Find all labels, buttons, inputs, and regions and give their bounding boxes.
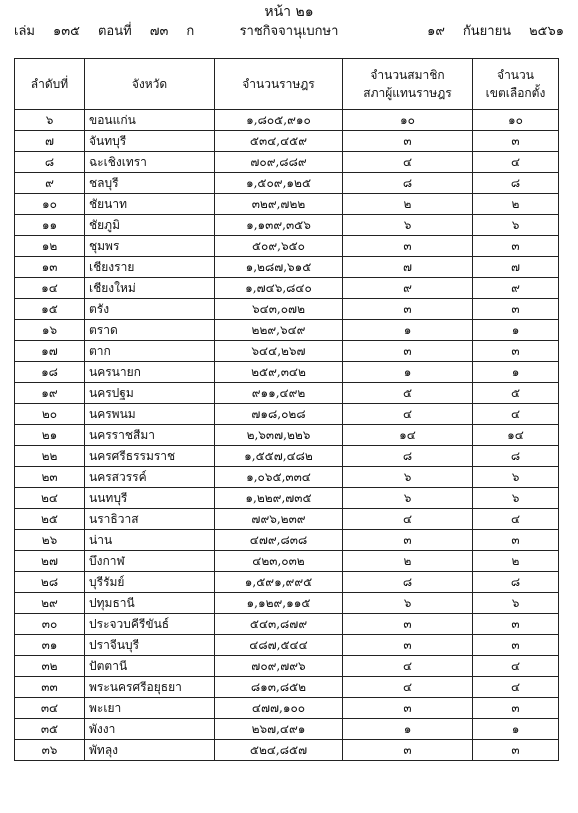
cell-population: ๑,๐๖๕,๓๓๔: [215, 467, 343, 488]
cell-province: นครราชสีมา: [85, 425, 215, 446]
cell-members: ๔: [343, 677, 473, 698]
table-row: [15, 530, 559, 551]
table-row: [15, 446, 559, 467]
cell-districts: ๓: [473, 530, 559, 551]
cell-members: ๖: [343, 467, 473, 488]
cell-population: ๔๘๗,๕๔๔: [215, 635, 343, 656]
cell-no: ๘: [15, 152, 85, 173]
cell-province: พัทลุง: [85, 740, 215, 761]
table-row: [15, 425, 559, 446]
cell-districts: ๑: [473, 320, 559, 341]
column-header-members-line2: สภาผู้แทนราษฎร: [363, 86, 452, 100]
cell-no: ๒๑: [15, 425, 85, 446]
column-header-no: ลำดับที่: [15, 59, 85, 110]
cell-population: ๑,๑๒๙,๑๑๕: [215, 593, 343, 614]
cell-province: ประจวบคีรีขันธ์: [85, 614, 215, 635]
cell-province: นครนายก: [85, 362, 215, 383]
section-letter: ก: [186, 24, 195, 39]
cell-members: ๔: [343, 509, 473, 530]
cell-population: ๔๗๙,๘๓๘: [215, 530, 343, 551]
cell-no: ๓๔: [15, 698, 85, 719]
cell-members: ๘: [343, 446, 473, 467]
cell-no: ๙: [15, 173, 85, 194]
cell-districts: ๓: [473, 299, 559, 320]
cell-members: ๑: [343, 362, 473, 383]
cell-members: ๔: [343, 152, 473, 173]
table-row: [15, 299, 559, 320]
cell-province: บุรีรัมย์: [85, 572, 215, 593]
table-row: [15, 677, 559, 698]
cell-no: ๒๖: [15, 530, 85, 551]
cell-population: ๘๑๓,๘๕๒: [215, 677, 343, 698]
cell-members: ๙: [343, 278, 473, 299]
cell-members: ๕: [343, 383, 473, 404]
table-row: [15, 551, 559, 572]
cell-members: ๓: [343, 614, 473, 635]
cell-no: ๓๕: [15, 719, 85, 740]
cell-districts: ๓: [473, 740, 559, 761]
table-row: [15, 194, 559, 215]
table-row: [15, 740, 559, 761]
cell-province: บึงกาฬ: [85, 551, 215, 572]
cell-districts: ๖: [473, 488, 559, 509]
cell-districts: ๑: [473, 362, 559, 383]
cell-members: ๓: [343, 698, 473, 719]
cell-province: ชลบุรี: [85, 173, 215, 194]
column-header-members: [343, 59, 473, 110]
cell-province: นครสวรรค์: [85, 467, 215, 488]
cell-districts: ๓: [473, 614, 559, 635]
table-row: [15, 131, 559, 152]
cell-population: ๖๔๓,๐๗๒: [215, 299, 343, 320]
cell-population: ๑,๕๐๙,๑๒๕: [215, 173, 343, 194]
page-number-value: ๒๑: [295, 4, 314, 20]
cell-districts: ๑๐: [473, 110, 559, 131]
date-day: ๑๙: [427, 24, 445, 39]
table-row: [15, 278, 559, 299]
cell-no: ๒๙: [15, 593, 85, 614]
cell-districts: ๑: [473, 719, 559, 740]
cell-province: ตาก: [85, 341, 215, 362]
cell-population: ๑,๒๘๗,๖๑๕: [215, 257, 343, 278]
cell-districts: ๓: [473, 236, 559, 257]
volume-label: เล่ม: [14, 24, 35, 39]
table-row: [15, 509, 559, 530]
cell-population: ๒๕๙,๓๔๒: [215, 362, 343, 383]
cell-members: ๔: [343, 656, 473, 677]
cell-population: ๗๑๘,๐๒๘: [215, 404, 343, 425]
cell-population: ๑,๒๒๙,๗๓๕: [215, 488, 343, 509]
cell-districts: ๘: [473, 173, 559, 194]
cell-province: ปราจีนบุรี: [85, 635, 215, 656]
cell-no: ๑๘: [15, 362, 85, 383]
cell-province: ฉะเชิงเทรา: [85, 152, 215, 173]
cell-population: ๑,๘๐๕,๙๑๐: [215, 110, 343, 131]
cell-districts: ๒: [473, 194, 559, 215]
cell-districts: ๓: [473, 131, 559, 152]
province-representation-table: [14, 58, 559, 761]
cell-no: ๓๖: [15, 740, 85, 761]
cell-province: ตรัง: [85, 299, 215, 320]
cell-no: ๒๗: [15, 551, 85, 572]
publication-date: [427, 22, 564, 42]
cell-province: เชียงราย: [85, 257, 215, 278]
publication-name: ราชกิจจานุเบกษา: [239, 24, 339, 39]
cell-members: ๘: [343, 173, 473, 194]
cell-province: ชัยภูมิ: [85, 215, 215, 236]
cell-members: ๒: [343, 551, 473, 572]
table-body: [15, 110, 559, 761]
table-row: [15, 404, 559, 425]
cell-province: จันทบุรี: [85, 131, 215, 152]
cell-population: ๒,๖๓๗,๒๒๖: [215, 425, 343, 446]
table-row: [15, 341, 559, 362]
cell-province: ปัตตานี: [85, 656, 215, 677]
cell-population: ๒๒๙,๖๔๙: [215, 320, 343, 341]
cell-no: ๑๐: [15, 194, 85, 215]
table-row: [15, 635, 559, 656]
cell-no: ๓๒: [15, 656, 85, 677]
cell-no: ๒๕: [15, 509, 85, 530]
table-row: [15, 362, 559, 383]
cell-members: ๖: [343, 215, 473, 236]
cell-population: ๒๖๗,๔๙๑: [215, 719, 343, 740]
cell-province: พะเยา: [85, 698, 215, 719]
cell-province: ขอนแก่น: [85, 110, 215, 131]
cell-population: ๕๐๙,๖๕๐: [215, 236, 343, 257]
cell-population: ๗๐๙,๘๘๙: [215, 152, 343, 173]
cell-members: ๓: [343, 236, 473, 257]
cell-members: ๒: [343, 194, 473, 215]
date-month: กันยายน: [462, 24, 512, 39]
cell-districts: ๖: [473, 215, 559, 236]
cell-province: พังงา: [85, 719, 215, 740]
cell-members: ๔: [343, 404, 473, 425]
table-row: [15, 572, 559, 593]
cell-population: ๔๒๓,๐๓๒: [215, 551, 343, 572]
cell-members: ๗: [343, 257, 473, 278]
cell-population: ๑,๑๓๙,๓๕๖: [215, 215, 343, 236]
cell-province: นนทบุรี: [85, 488, 215, 509]
cell-population: ๗๙๖,๒๓๙: [215, 509, 343, 530]
table-row: [15, 173, 559, 194]
cell-province: นครศรีธรรมราช: [85, 446, 215, 467]
cell-districts: ๔: [473, 677, 559, 698]
cell-districts: ๔: [473, 656, 559, 677]
table-row: [15, 698, 559, 719]
cell-no: ๒๔: [15, 488, 85, 509]
cell-districts: ๙: [473, 278, 559, 299]
column-header-districts-line1: จำนวน: [497, 68, 534, 82]
page-number: [0, 3, 578, 21]
cell-no: ๑๔: [15, 278, 85, 299]
table-row: [15, 593, 559, 614]
cell-districts: ๓: [473, 341, 559, 362]
cell-members: ๓: [343, 341, 473, 362]
cell-population: ๕๒๔,๘๕๗: [215, 740, 343, 761]
cell-no: ๒๐: [15, 404, 85, 425]
cell-districts: ๔: [473, 404, 559, 425]
cell-members: ๖: [343, 488, 473, 509]
cell-no: ๑๓: [15, 257, 85, 278]
cell-districts: ๕: [473, 383, 559, 404]
page-label: หน้า: [264, 4, 292, 20]
column-header-population: จำนวนราษฎร: [215, 59, 343, 110]
cell-population: ๔๗๗,๑๐๐: [215, 698, 343, 719]
cell-population: ๖๔๔,๒๖๗: [215, 341, 343, 362]
cell-no: ๑๗: [15, 341, 85, 362]
cell-members: ๓: [343, 635, 473, 656]
cell-members: ๓: [343, 530, 473, 551]
cell-no: ๑๕: [15, 299, 85, 320]
cell-population: ๕๔๓,๘๗๙: [215, 614, 343, 635]
cell-districts: ๗: [473, 257, 559, 278]
cell-members: ๖: [343, 593, 473, 614]
cell-population: ๕๓๔,๔๕๙: [215, 131, 343, 152]
column-header-province: จังหวัด: [85, 59, 215, 110]
cell-no: ๓๓: [15, 677, 85, 698]
cell-districts: ๓: [473, 698, 559, 719]
section-label: ตอนที่: [97, 24, 132, 39]
cell-province: น่าน: [85, 530, 215, 551]
cell-province: นราธิวาส: [85, 509, 215, 530]
volume-number: ๑๓๕: [52, 24, 80, 39]
cell-population: ๑,๕๙๑,๙๙๕: [215, 572, 343, 593]
table-row: [15, 383, 559, 404]
gazette-header: [14, 22, 564, 42]
cell-no: ๗: [15, 131, 85, 152]
table-row: [15, 152, 559, 173]
table-row: [15, 719, 559, 740]
cell-no: ๓๐: [15, 614, 85, 635]
cell-population: ๗๐๙,๗๙๖: [215, 656, 343, 677]
cell-province: ปทุมธานี: [85, 593, 215, 614]
column-header-districts-line2: เขตเลือกตั้ง: [485, 86, 546, 100]
cell-no: ๖: [15, 110, 85, 131]
cell-no: ๑๒: [15, 236, 85, 257]
cell-members: ๓: [343, 299, 473, 320]
table-row: [15, 257, 559, 278]
cell-no: ๒๘: [15, 572, 85, 593]
cell-districts: ๓: [473, 635, 559, 656]
cell-no: ๑๑: [15, 215, 85, 236]
table-row: [15, 320, 559, 341]
cell-districts: ๔: [473, 152, 559, 173]
cell-no: ๑๖: [15, 320, 85, 341]
cell-province: นครปฐม: [85, 383, 215, 404]
cell-districts: ๖: [473, 593, 559, 614]
cell-population: ๑,๗๔๖,๘๔๐: [215, 278, 343, 299]
table-row: [15, 467, 559, 488]
cell-province: เชียงใหม่: [85, 278, 215, 299]
table-header-row: [15, 59, 559, 110]
cell-population: ๙๑๑,๔๙๒: [215, 383, 343, 404]
cell-members: ๓: [343, 740, 473, 761]
cell-districts: ๘: [473, 572, 559, 593]
column-header-districts: [473, 59, 559, 110]
cell-members: ๑: [343, 719, 473, 740]
cell-districts: ๒: [473, 551, 559, 572]
cell-province: ชุมพร: [85, 236, 215, 257]
cell-province: พระนครศรีอยุธยา: [85, 677, 215, 698]
cell-members: ๘: [343, 572, 473, 593]
cell-districts: ๖: [473, 467, 559, 488]
cell-members: ๑: [343, 320, 473, 341]
table-row: [15, 236, 559, 257]
section-number: ๗๓: [149, 24, 169, 39]
cell-members: ๓: [343, 131, 473, 152]
cell-no: ๒๒: [15, 446, 85, 467]
cell-members: ๑๔: [343, 425, 473, 446]
cell-no: ๓๑: [15, 635, 85, 656]
cell-districts: ๔: [473, 509, 559, 530]
table-row: [15, 488, 559, 509]
cell-no: ๑๙: [15, 383, 85, 404]
cell-population: ๑,๕๕๗,๔๘๒: [215, 446, 343, 467]
cell-population: ๓๒๙,๗๒๒: [215, 194, 343, 215]
column-header-members-line1: จำนวนสมาชิก: [370, 68, 445, 82]
cell-districts: ๘: [473, 446, 559, 467]
cell-districts: ๑๔: [473, 425, 559, 446]
date-year: ๒๕๖๑: [529, 24, 564, 39]
cell-province: ชัยนาท: [85, 194, 215, 215]
cell-province: ตราด: [85, 320, 215, 341]
table-row: [15, 614, 559, 635]
cell-province: นครพนม: [85, 404, 215, 425]
table-row: [15, 110, 559, 131]
cell-members: ๑๐: [343, 110, 473, 131]
cell-no: ๒๓: [15, 467, 85, 488]
table-row: [15, 656, 559, 677]
table-row: [15, 215, 559, 236]
